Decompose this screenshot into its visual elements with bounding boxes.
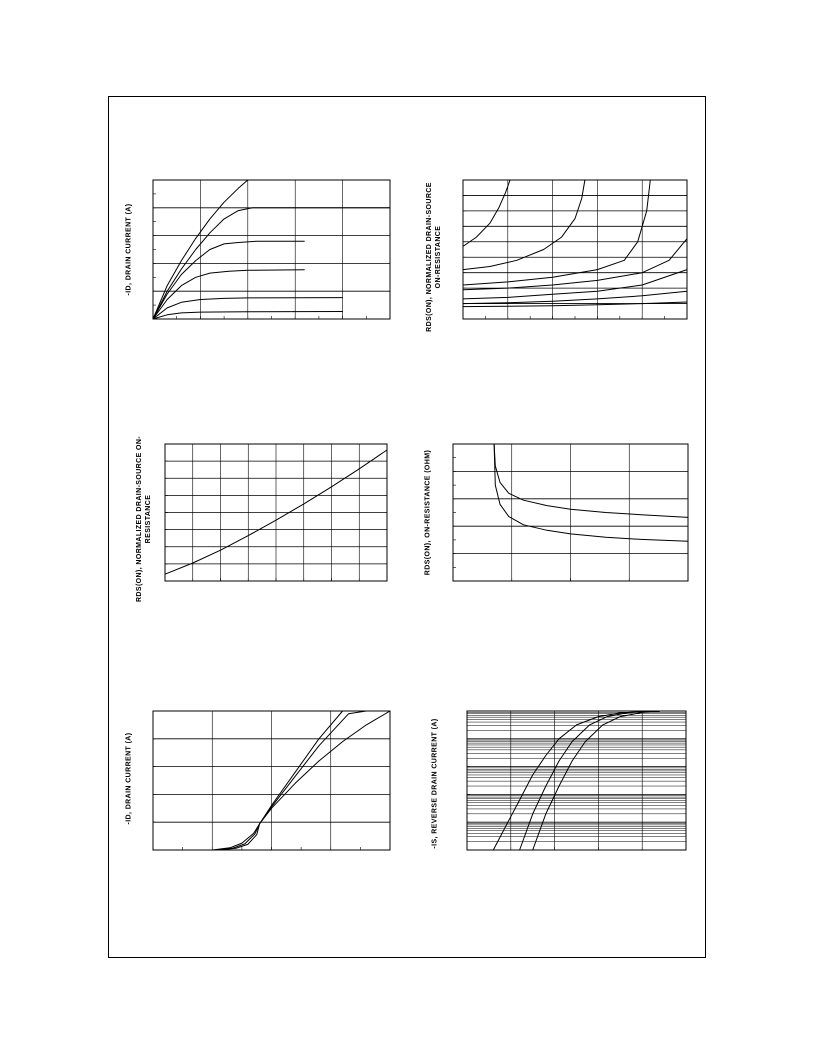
y-axis-label: RDS(ON), NORMALIZED DRAIN-SOURCE ON-RESISTANCE [136, 435, 152, 603]
on-resistance-chart [452, 443, 689, 582]
series-line-4 [463, 239, 687, 290]
normalized-on-resistance-chart [462, 179, 688, 320]
series-line-2 [153, 711, 366, 850]
y-axis-label: RDS(ON), NORMALIZED DRAIN-SOURCE ON-RESISTANCE [426, 182, 442, 332]
y-axis-label: RDS(ON), ON-RESISTANCE (OHM) [424, 449, 432, 576]
transfer-characteristics-chart [152, 710, 391, 851]
series-line-2 [520, 712, 651, 850]
y-axis-label: -IS, REVERSE DRAIN CURRENT (A) [431, 718, 439, 849]
series-line-2 [463, 180, 585, 270]
series-line-2 [494, 444, 688, 541]
series-line-1 [463, 180, 510, 246]
plot-frame [467, 711, 686, 850]
series-line-1 [494, 444, 688, 517]
y-axis-label: -ID, DRAIN CURRENT (A) [125, 203, 133, 296]
series-line-3 [153, 241, 305, 319]
drain-current-chart [152, 179, 391, 320]
y-axis-label: -ID, DRAIN CURRENT (A) [125, 732, 133, 825]
reverse-drain-current-chart [466, 710, 687, 851]
series-line-3 [533, 712, 660, 850]
on-resistance-vs-temperature-chart [164, 443, 388, 582]
